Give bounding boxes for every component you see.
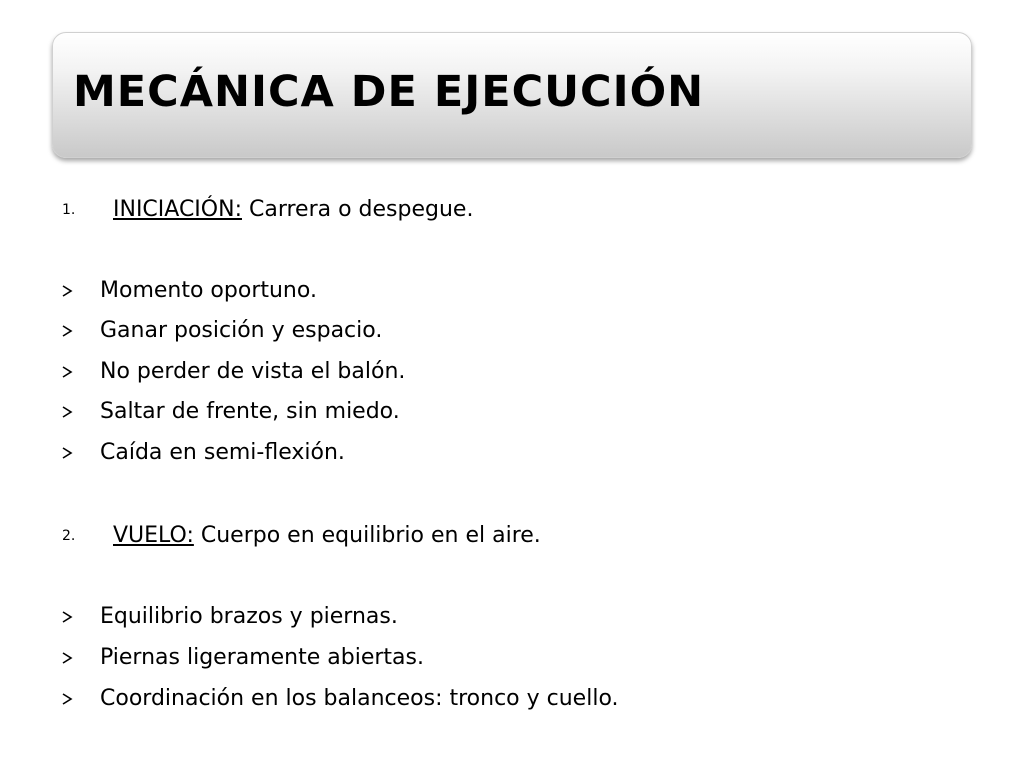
bullet-text: Ganar posición y espacio.	[100, 318, 383, 343]
arrowhead-bullet-icon	[60, 276, 76, 306]
arrowhead-bullet-icon	[60, 602, 76, 632]
bullet-text: No perder de vista el balón.	[100, 359, 406, 384]
section-text: Carrera o despegue.	[241, 197, 474, 222]
section-heading: INICIACIÓN:	[113, 197, 242, 222]
arrowhead-bullet-icon	[60, 316, 76, 346]
slide-title: MECÁNICA DE EJECUCIÓN	[73, 67, 705, 117]
bullet-text: Coordinación en los balanceos: tronco y cuello.	[100, 686, 619, 711]
section-heading: VUELO:	[113, 523, 194, 548]
bullet-text: Piernas ligeramente abiertas.	[100, 645, 424, 670]
section-heading-line	[113, 195, 473, 225]
bullet-text: Momento oportuno.	[100, 278, 317, 303]
section-text: Cuerpo en equilibrio en el aire.	[193, 523, 541, 548]
bullet-text: Saltar de frente, sin miedo.	[100, 399, 400, 424]
arrowhead-bullet-icon	[60, 438, 76, 468]
arrowhead-bullet-icon	[60, 684, 76, 714]
title-box	[52, 32, 972, 158]
arrowhead-bullet-icon	[60, 397, 76, 427]
arrowhead-bullet-icon	[60, 357, 76, 387]
section-number: 1.	[62, 202, 76, 218]
bullet-text: Caída en semi-flexión.	[100, 440, 345, 465]
section-heading-line	[113, 521, 541, 551]
section-number: 2.	[62, 528, 76, 544]
bullet-text: Equilibrio brazos y piernas.	[100, 604, 398, 629]
arrowhead-bullet-icon	[60, 643, 76, 673]
